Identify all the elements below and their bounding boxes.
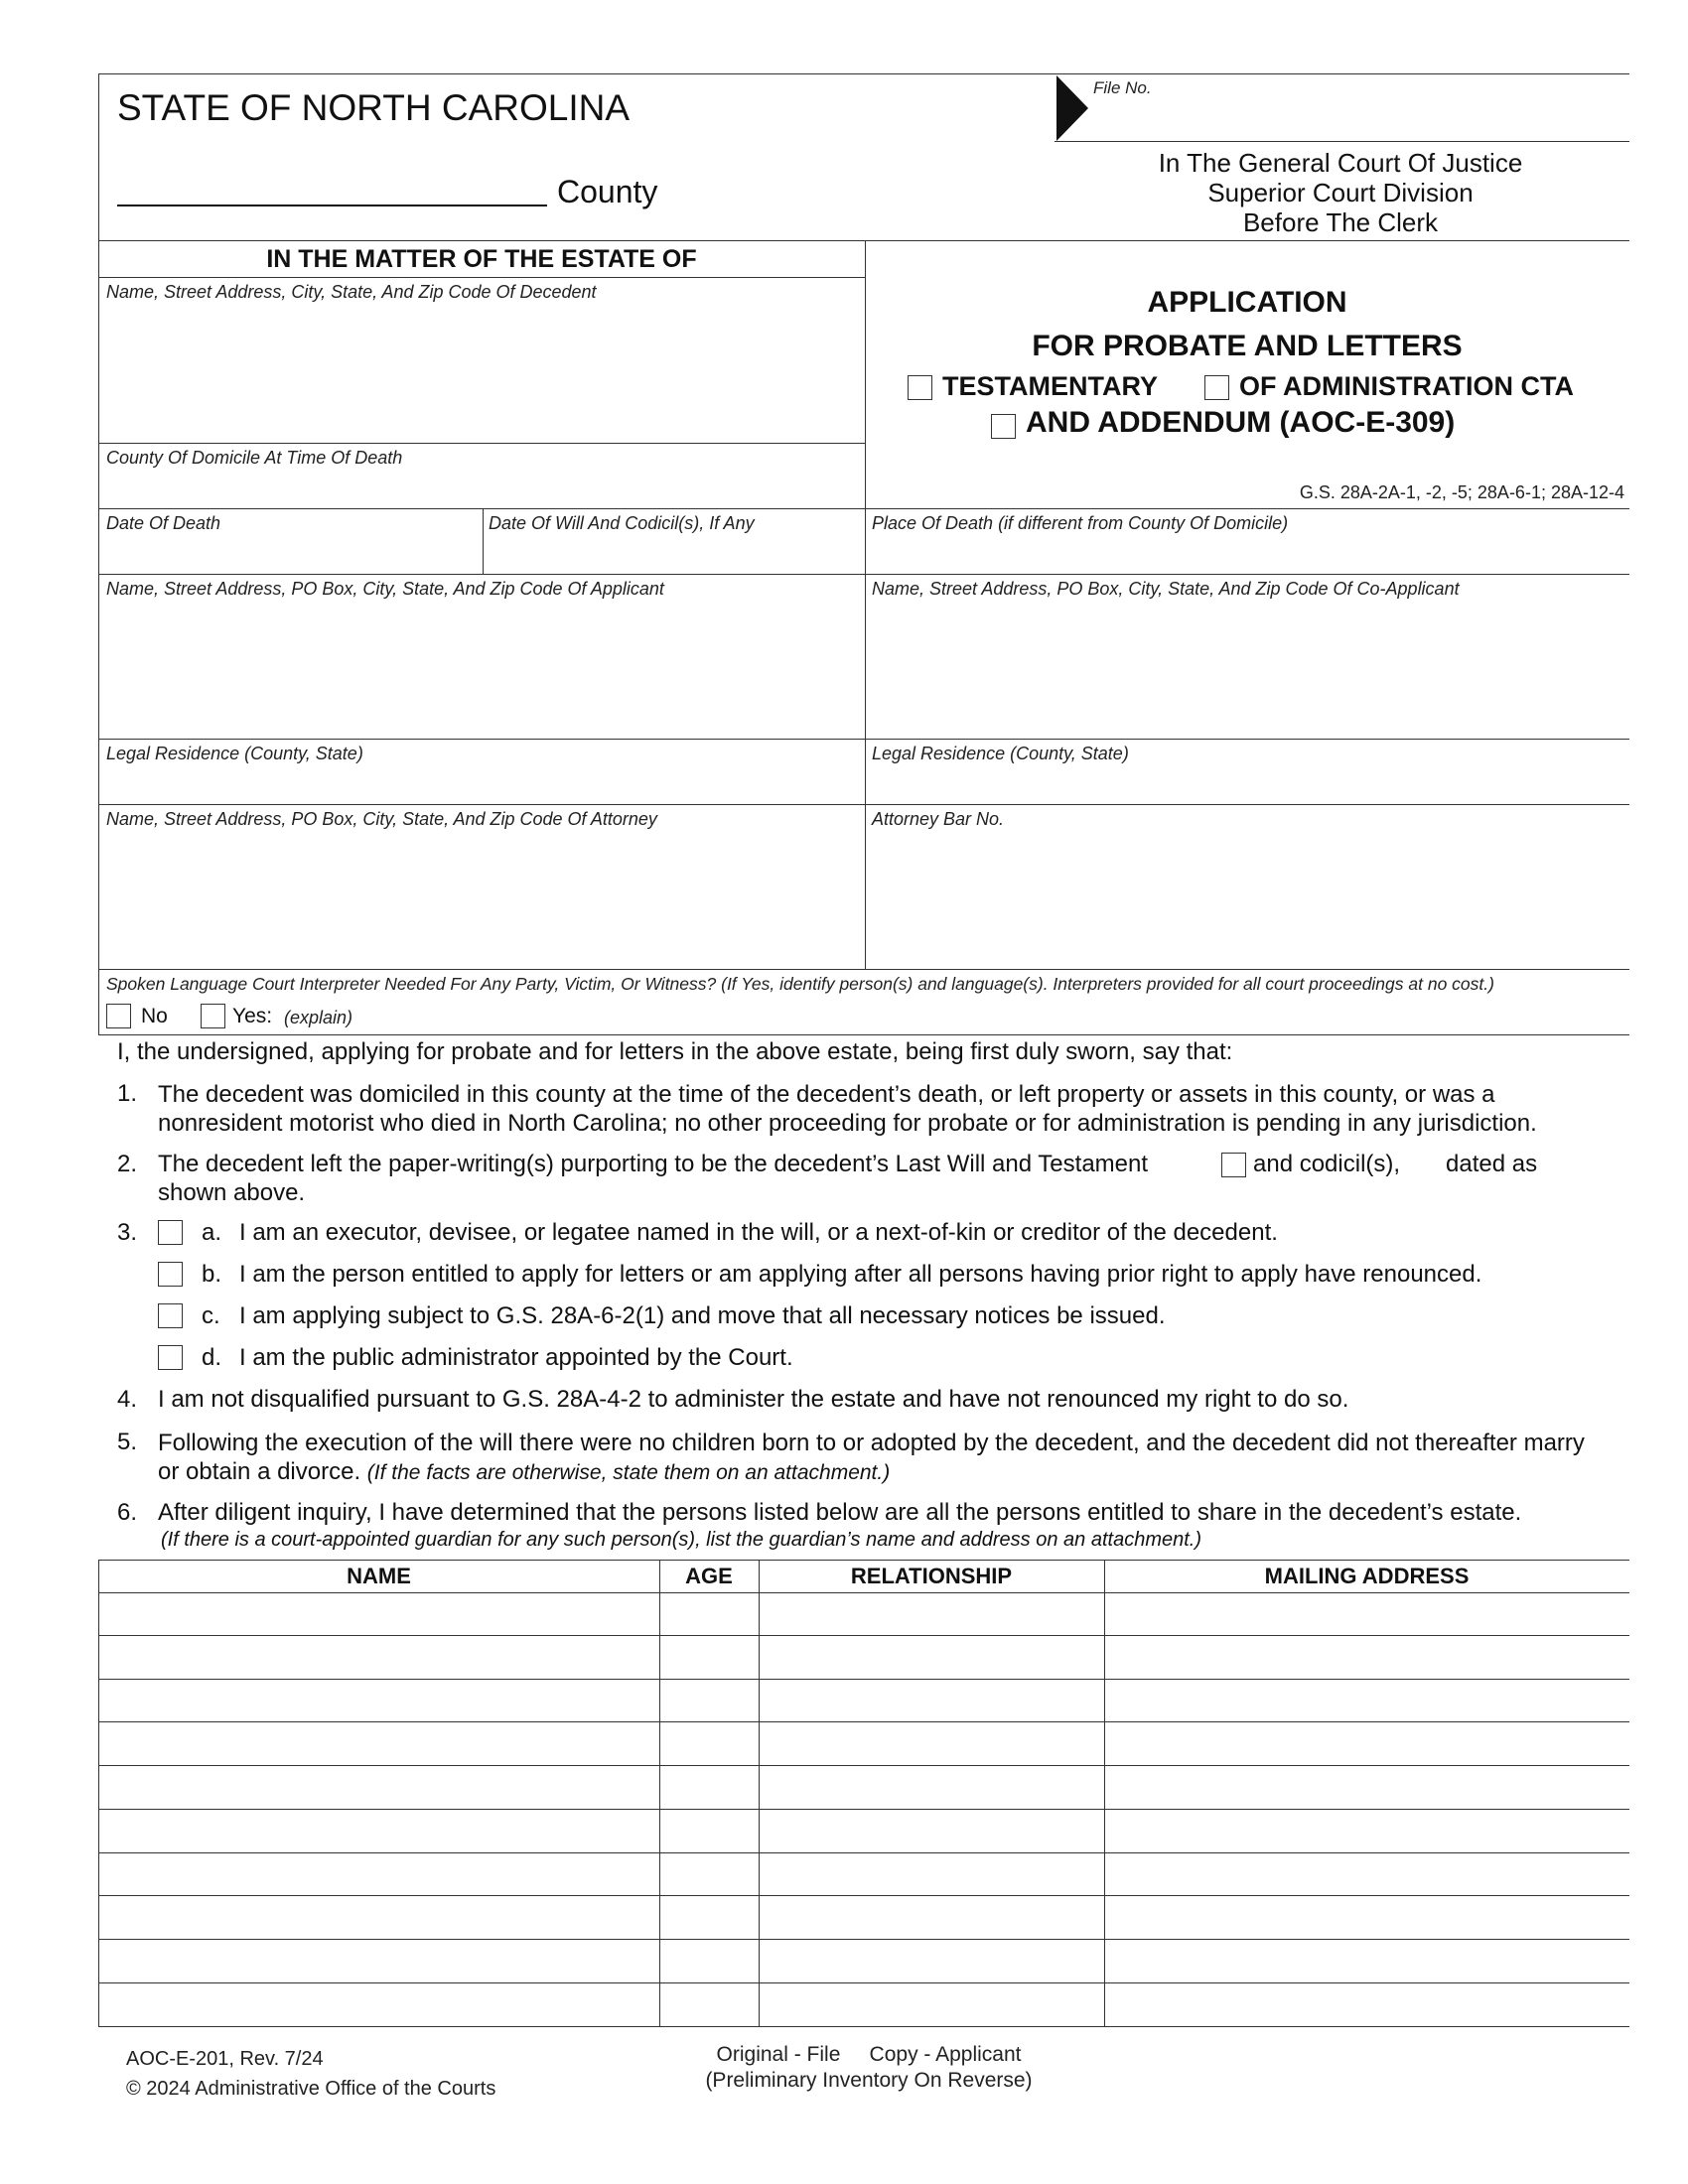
statement-6: After diligent inquiry, I have determined that the persons listed below are all the persons entitled to share in the decedent’s estate. — [158, 1499, 1522, 1526]
statement-3a-letter: a. — [202, 1219, 222, 1246]
court-line-3: Before The Clerk — [1242, 207, 1439, 237]
legal-residence-applicant-label: Legal Residence (County, State) — [106, 744, 363, 763]
table-row[interactable] — [98, 1680, 1629, 1722]
statement-3c: I am applying subject to G.S. 28A-6-2(1) and move that all necessary notices be issued. — [239, 1302, 1166, 1329]
statement-5-number: 5. — [117, 1429, 138, 1455]
testamentary-checkbox[interactable] — [908, 375, 932, 400]
statement-3d: I am the public administrator appointed by the Court. — [239, 1344, 793, 1371]
intro-statement: I, the undersigned, applying for probate and for letters in the above estate, being first duly sworn, say that: — [117, 1038, 1233, 1065]
residence-top-line — [98, 739, 1629, 740]
decedent-label: Name, Street Address, City, State, And Zip Code Of Decedent — [106, 282, 597, 302]
statement-3b-checkbox[interactable] — [158, 1262, 183, 1287]
statement-3a: I am an executor, devisee, or legatee named in the will, or a next-of-kin or creditor of the decedent. — [239, 1219, 1278, 1246]
dates-top-line — [98, 508, 1629, 509]
administration-cta-label: OF ADMINISTRATION CTA — [1239, 371, 1574, 401]
attorney-bar-label: Attorney Bar No. — [872, 809, 1005, 829]
copyright: © 2024 Administrative Office of the Courts — [126, 2078, 496, 2100]
decedent-bottom-line — [98, 443, 865, 444]
statement-3b-letter: b. — [202, 1261, 222, 1288]
table-header-name: NAME — [347, 1564, 411, 1588]
table-row[interactable] — [98, 1766, 1629, 1810]
statement-2-shown-above: shown above. — [158, 1179, 306, 1206]
estate-title: IN THE MATTER OF THE ESTATE OF — [266, 245, 697, 273]
header-left-border — [98, 73, 99, 240]
interpreter-yes-checkbox[interactable] — [201, 1004, 225, 1028]
domicile-label: County Of Domicile At Time Of Death — [106, 448, 403, 468]
interpreter-no-checkbox[interactable] — [106, 1004, 131, 1028]
date-of-death-label: Date Of Death — [106, 513, 221, 533]
left-border-upper — [98, 240, 99, 969]
estate-title-underline — [98, 277, 865, 278]
applicant-top-line — [98, 574, 1629, 575]
interpreter-question: Spoken Language Court Interpreter Needed For Any Party, Victim, Or Witness? (If Yes, identify person(s) and language(s). Interpreters provided for all court proceedings at no cost.) — [106, 974, 1494, 994]
table-row[interactable] — [98, 1592, 1629, 1636]
legal-residence-co-applicant-label: Legal Residence (County, State) — [872, 744, 1129, 763]
statement-5 — [158, 1429, 1596, 1487]
table-row[interactable] — [98, 1983, 1629, 2027]
interpreter-yes-label: Yes: — [232, 1005, 273, 1027]
table-row[interactable] — [98, 1896, 1629, 1940]
court-block — [1092, 148, 1589, 237]
table-row[interactable] — [98, 1636, 1629, 1680]
state-title: STATE OF NORTH CAROLINA — [117, 87, 630, 128]
interpreter-no-label: No — [141, 1005, 168, 1027]
county-blank-line — [117, 205, 547, 206]
table-row[interactable] — [98, 1722, 1629, 1766]
form-title-line-1: APPLICATION — [1147, 286, 1347, 319]
form-id: AOC-E-201, Rev. 7/24 — [126, 2048, 324, 2070]
addendum-checkbox[interactable] — [991, 414, 1016, 439]
estate-top-border — [98, 240, 1629, 241]
codicil-checkbox[interactable] — [1221, 1153, 1246, 1177]
statement-2-codicil: and codicil(s), — [1253, 1151, 1401, 1177]
interpreter-explain-note: (explain) — [284, 1008, 353, 1027]
statement-2-text: The decedent left the paper-writing(s) purporting to be the decedent’s Last Will and Testament — [158, 1151, 1149, 1177]
statement-1: The decedent was domiciled in this county at the time of the decedent’s death, or left property or assets in this county, or was a nonresident motorist who died in North Carolina; no other proceeding for probate or for administration is pending in any jurisdiction. — [158, 1081, 1537, 1137]
file-no-underline — [1055, 141, 1629, 142]
statement-6-note: (If there is a court-appointed guardian for any such person(s), list the guardian’s name and address on an attachment.) — [161, 1529, 1202, 1551]
table-row[interactable] — [98, 1853, 1629, 1896]
interpreter-bottom-line — [98, 1034, 1629, 1035]
table-row[interactable] — [98, 1810, 1629, 1853]
attorney-top-line — [98, 804, 1629, 805]
statement-2-dated: dated as — [1446, 1151, 1538, 1177]
statute-reference: G.S. 28A-2A-1, -2, -5; 28A-6-1; 28A-12-4 — [1299, 482, 1624, 502]
county-label: County — [557, 174, 658, 209]
statement-2-number: 2. — [117, 1151, 138, 1177]
court-line-2: Superior Court Division — [1207, 178, 1474, 207]
statement-3c-checkbox[interactable] — [158, 1303, 183, 1328]
statement-1-number: 1. — [117, 1080, 138, 1107]
persons-table — [98, 1560, 1629, 2027]
left-border-interpreter — [98, 969, 99, 1034]
date-of-will-label: Date Of Will And Codicil(s), If Any — [489, 513, 755, 533]
file-no-label: File No. — [1093, 78, 1152, 97]
court-line-1: In The General Court Of Justice — [1158, 148, 1523, 178]
place-of-death-label: Place Of Death (if different from County Of Domicile) — [872, 513, 1289, 533]
attorney-label: Name, Street Address, PO Box, City, State, And Zip Code Of Attorney — [106, 809, 657, 829]
statement-6-number: 6. — [117, 1499, 138, 1526]
top-border — [98, 73, 1629, 74]
testamentary-label: TESTAMENTARY — [942, 371, 1158, 401]
table-row[interactable] — [98, 1940, 1629, 1983]
interpreter-top-line — [98, 969, 1629, 970]
statement-3b: I am the person entitled to apply for letters or am applying after all persons having prior right to apply have renounced. — [239, 1261, 1482, 1288]
applicant-label: Name, Street Address, PO Box, City, State, And Zip Code Of Applicant — [106, 579, 664, 599]
table-header-mailing-address: MAILING ADDRESS — [1264, 1564, 1470, 1588]
statement-3-number: 3. — [117, 1219, 138, 1246]
administration-cta-checkbox[interactable] — [1204, 375, 1229, 400]
table-header-age: AGE — [685, 1564, 733, 1588]
statement-5-note: (If the facts are otherwise, state them on an attachment.) — [366, 1461, 891, 1484]
co-applicant-label: Name, Street Address, PO Box, City, State, And Zip Code Of Co-Applicant — [872, 579, 1460, 599]
statement-3d-letter: d. — [202, 1344, 222, 1371]
statement-4-number: 4. — [117, 1386, 138, 1413]
reverse-note: (Preliminary Inventory On Reverse) — [705, 2069, 1033, 2092]
statement-5-text: Following the execution of the will there were no children born to or adopted by the decedent, and the decedent did not thereafter marry or obtain a divorce. — [158, 1430, 1585, 1485]
dates-divider — [483, 508, 484, 574]
table-top-line — [98, 1560, 1629, 1561]
statement-3a-checkbox[interactable] — [158, 1220, 183, 1245]
addendum-label: AND ADDENDUM (AOC-E-309) — [1026, 406, 1456, 439]
file-no-arrow-icon — [1055, 75, 1090, 141]
table-header-relationship: RELATIONSHIP — [850, 1564, 1013, 1588]
statement-4: I am not disqualified pursuant to G.S. 28A-4-2 to administer the estate and have not renounced my right to do so. — [158, 1386, 1349, 1413]
form-title-line-2: FOR PROBATE AND LETTERS — [1032, 330, 1463, 362]
distribution-note: Original - File Copy - Applicant — [716, 2043, 1022, 2066]
statement-3d-checkbox[interactable] — [158, 1345, 183, 1370]
statement-3c-letter: c. — [202, 1302, 220, 1329]
